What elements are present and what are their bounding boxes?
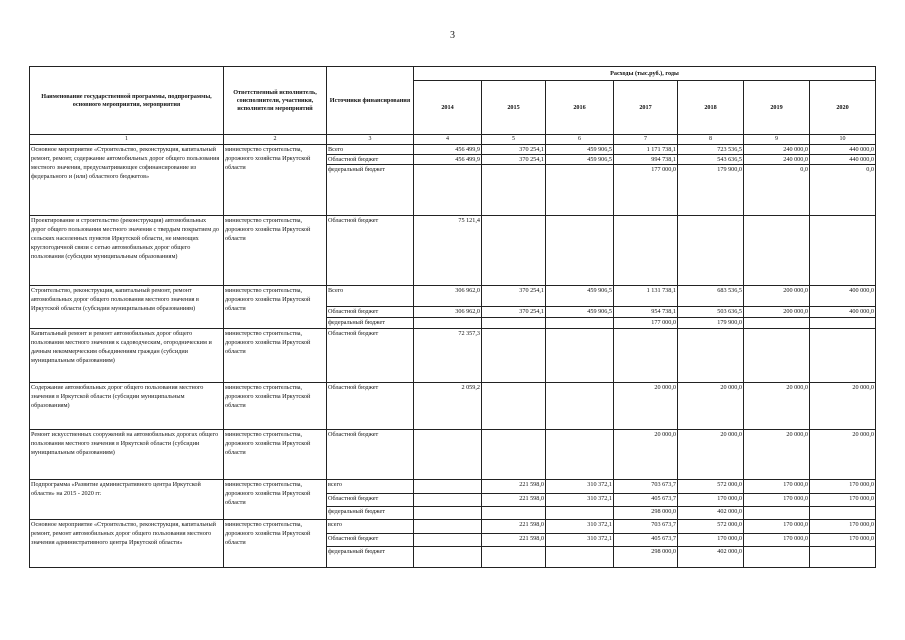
row-value: 306 962,0 (414, 307, 482, 318)
row-value: 703 673,7 (614, 480, 678, 494)
row-value: 20 000,0 (614, 383, 678, 430)
row-source: Областной бюджет (327, 430, 414, 480)
row-name: Проектирование и строительство (реконструкция) автомобильных дорог общего пользования местного значения с твердым покрытием до сельских населенных пунктов Иркутской области, не имеющих круглогодичной связи с сетью автомобильных дорог общего пользования (субсидии муниципальным образованиям) (30, 216, 224, 286)
row-executor: министерство строительства, дорожного хозяйства Иркутской области (224, 480, 327, 520)
table-row (30, 329, 876, 383)
row-source: федеральный бюджет (327, 165, 414, 216)
row-value: 170 000,0 (744, 494, 810, 507)
row-value: 2 059,2 (414, 383, 482, 430)
row-value (546, 430, 614, 480)
column-index: 1 (30, 135, 224, 145)
header-year: 2017 (614, 81, 678, 135)
row-value (482, 430, 546, 480)
row-source: Областной бюджет (327, 534, 414, 547)
row-value: 370 254,1 (482, 145, 546, 155)
header-name: Наименование государственной программы, подпрограммы, основного мероприятия, мероприятия (30, 67, 224, 135)
row-value (482, 165, 546, 216)
row-value (414, 318, 482, 329)
row-executor: министерство строительства, дорожного хозяйства Иркутской области (224, 145, 327, 216)
row-value (546, 329, 614, 383)
row-value: 0,0 (810, 165, 876, 216)
row-value: 298 000,0 (614, 547, 678, 568)
row-value: 703 673,7 (614, 520, 678, 534)
row-value (546, 318, 614, 329)
row-value: 1 171 738,1 (614, 145, 678, 155)
header-year: 2019 (744, 81, 810, 135)
row-value: 459 906,5 (546, 307, 614, 318)
row-value: 170 000,0 (744, 480, 810, 494)
row-value (546, 165, 614, 216)
row-source: Областной бюджет (327, 307, 414, 318)
header-year: 2015 (482, 81, 546, 135)
row-value: 179 900,0 (678, 318, 744, 329)
row-value: 20 000,0 (744, 383, 810, 430)
row-value (414, 534, 482, 547)
budget-table (29, 66, 876, 568)
row-value (414, 507, 482, 520)
row-executor: министерство строительства, дорожного хозяйства Иркутской области (224, 329, 327, 383)
row-source: всего (327, 520, 414, 534)
row-value (414, 165, 482, 216)
row-value: 370 254,1 (482, 307, 546, 318)
row-value: 170 000,0 (810, 480, 876, 494)
row-value: 221 598,0 (482, 534, 546, 547)
row-source: федеральный бюджет (327, 318, 414, 329)
header-year: 2014 (414, 81, 482, 135)
row-value: 370 254,1 (482, 155, 546, 165)
row-value (414, 430, 482, 480)
row-value: 440 000,0 (810, 145, 876, 155)
row-value: 402 000,0 (678, 507, 744, 520)
row-value: 310 372,1 (546, 520, 614, 534)
row-value (482, 329, 546, 383)
row-value (414, 547, 482, 568)
row-value: 459 906,5 (546, 155, 614, 165)
row-value (482, 547, 546, 568)
row-name: Содержание автомобильных дорог общего пользования местного значения в Иркутской области (субсидии муниципальным образованиям) (30, 383, 224, 430)
row-value: 1 131 738,1 (614, 286, 678, 307)
row-value: 459 906,5 (546, 286, 614, 307)
row-source: федеральный бюджет (327, 547, 414, 568)
row-value (810, 216, 876, 286)
column-index: 7 (614, 135, 678, 145)
header-year: 2020 (810, 81, 876, 135)
row-value: 310 372,1 (546, 494, 614, 507)
row-value (810, 547, 876, 568)
row-value (810, 507, 876, 520)
row-executor: министерство строительства, дорожного хозяйства Иркутской области (224, 430, 327, 480)
row-value: 221 598,0 (482, 480, 546, 494)
row-source: Областной бюджет (327, 216, 414, 286)
row-value: 221 598,0 (482, 494, 546, 507)
row-value (678, 329, 744, 383)
row-name: Строительство, реконструкция, капитальный ремонт, ремонт автомобильных дорог общего пользования местного значения в Иркутской области (субсидии муниципальным образованиям) (30, 286, 224, 329)
header-source: Источники финансирования (327, 67, 414, 135)
row-source: Всего (327, 145, 414, 155)
row-value: 400 000,0 (810, 307, 876, 318)
row-value: 20 000,0 (744, 430, 810, 480)
row-value: 170 000,0 (810, 494, 876, 507)
row-value: 20 000,0 (810, 383, 876, 430)
row-value: 170 000,0 (678, 494, 744, 507)
row-value: 405 673,7 (614, 494, 678, 507)
header-executor: Ответственный исполнитель, соисполнители, участники, исполнители мероприятий (224, 67, 327, 135)
row-value: 20 000,0 (810, 430, 876, 480)
row-value: 310 372,1 (546, 534, 614, 547)
row-value (614, 216, 678, 286)
row-value: 170 000,0 (810, 534, 876, 547)
table-row (30, 145, 876, 155)
row-value: 200 000,0 (744, 286, 810, 307)
row-value (744, 329, 810, 383)
page-number: 3 (450, 30, 455, 41)
row-value: 20 000,0 (678, 383, 744, 430)
row-value: 723 536,5 (678, 145, 744, 155)
row-value: 400 000,0 (810, 286, 876, 307)
header-year: 2018 (678, 81, 744, 135)
row-value: 456 499,9 (414, 145, 482, 155)
table-row (30, 520, 876, 534)
row-value: 0,0 (744, 165, 810, 216)
row-executor: министерство строительства, дорожного хозяйства Иркутской области (224, 286, 327, 329)
row-value (744, 318, 810, 329)
column-index: 4 (414, 135, 482, 145)
row-value: 572 000,0 (678, 520, 744, 534)
column-index: 6 (546, 135, 614, 145)
row-value (810, 318, 876, 329)
row-value (482, 383, 546, 430)
row-value: 370 254,1 (482, 286, 546, 307)
row-value: 298 000,0 (614, 507, 678, 520)
row-value: 170 000,0 (678, 534, 744, 547)
row-value: 440 000,0 (810, 155, 876, 165)
row-value: 170 000,0 (744, 520, 810, 534)
row-value: 954 738,1 (614, 307, 678, 318)
row-value: 402 000,0 (678, 547, 744, 568)
row-value (482, 318, 546, 329)
row-value: 459 906,5 (546, 145, 614, 155)
row-value: 20 000,0 (678, 430, 744, 480)
column-index: 2 (224, 135, 327, 145)
row-source: Областной бюджет (327, 329, 414, 383)
row-executor: министерство строительства, дорожного хозяйства Иркутской области (224, 520, 327, 568)
row-value (678, 216, 744, 286)
row-value: 221 598,0 (482, 520, 546, 534)
row-value (744, 507, 810, 520)
row-name: Подпрограмма «Развитие административного центра Иркутской области» на 2015 - 2020 гг. (30, 480, 224, 520)
row-value: 543 636,5 (678, 155, 744, 165)
row-value (546, 547, 614, 568)
row-value (482, 216, 546, 286)
row-source: всего (327, 480, 414, 494)
row-value: 405 673,7 (614, 534, 678, 547)
table-row (30, 383, 876, 430)
row-value: 503 636,5 (678, 307, 744, 318)
row-value: 200 000,0 (744, 307, 810, 318)
column-index: 3 (327, 135, 414, 145)
row-value (482, 507, 546, 520)
table-row (30, 216, 876, 286)
row-value: 75 121,4 (414, 216, 482, 286)
row-value: 456 499,9 (414, 155, 482, 165)
row-executor: министерство строительства, дорожного хозяйства Иркутской области (224, 216, 327, 286)
row-value: 240 000,0 (744, 155, 810, 165)
row-name: Ремонт искусственных сооружений на автомобильных дорогах общего пользования местного значения в Иркутской области (субсидии муниципальным образованиям) (30, 430, 224, 480)
header-year: 2016 (546, 81, 614, 135)
row-source: федеральный бюджет (327, 507, 414, 520)
row-value (414, 480, 482, 494)
row-name: Основное мероприятие «Строительство, реконструкция, капитальный ремонт, ремонт, содержание автомобильных дорог общего пользования местного значения, предусматривающее софинансирование из федерального и (или) областного бюджетов» (30, 145, 224, 216)
row-name: Основное мероприятие «Строительство, реконструкция, капитальный ремонт, ремонт автомобильных дорог общего пользования местного значения административного центра Иркутской области» (30, 520, 224, 568)
row-value (414, 520, 482, 534)
row-value: 177 000,0 (614, 318, 678, 329)
header-costs: Расходы (тыс.руб.), годы (414, 67, 876, 81)
table-row (30, 430, 876, 480)
row-value (414, 494, 482, 507)
row-value: 177 000,0 (614, 165, 678, 216)
row-executor: министерство строительства, дорожного хозяйства Иркутской области (224, 383, 327, 430)
column-index: 10 (810, 135, 876, 145)
row-source: Областной бюджет (327, 383, 414, 430)
row-value: 994 738,1 (614, 155, 678, 165)
row-value (614, 329, 678, 383)
row-value: 170 000,0 (744, 534, 810, 547)
row-value: 170 000,0 (810, 520, 876, 534)
column-index: 9 (744, 135, 810, 145)
row-source: Областной бюджет (327, 494, 414, 507)
row-value (810, 329, 876, 383)
row-source: Областной бюджет (327, 155, 414, 165)
table-row (30, 480, 876, 494)
row-value: 179 900,0 (678, 165, 744, 216)
row-value (744, 547, 810, 568)
row-value (546, 507, 614, 520)
row-source: Всего (327, 286, 414, 307)
row-value (546, 216, 614, 286)
row-value (744, 216, 810, 286)
row-value: 310 372,1 (546, 480, 614, 494)
column-index: 5 (482, 135, 546, 145)
row-name: Капитальный ремонт и ремонт автомобильных дорог общего пользования местного значения к садоводческим, огородническим и дачным некоммерческим объединениям граждан (субсидии муниципальным образованиям) (30, 329, 224, 383)
row-value: 72 357,3 (414, 329, 482, 383)
row-value: 306 962,0 (414, 286, 482, 307)
row-value (546, 383, 614, 430)
row-value: 683 536,5 (678, 286, 744, 307)
table-row (30, 286, 876, 307)
column-index: 8 (678, 135, 744, 145)
row-value: 240 000,0 (744, 145, 810, 155)
row-value: 20 000,0 (614, 430, 678, 480)
row-value: 572 000,0 (678, 480, 744, 494)
